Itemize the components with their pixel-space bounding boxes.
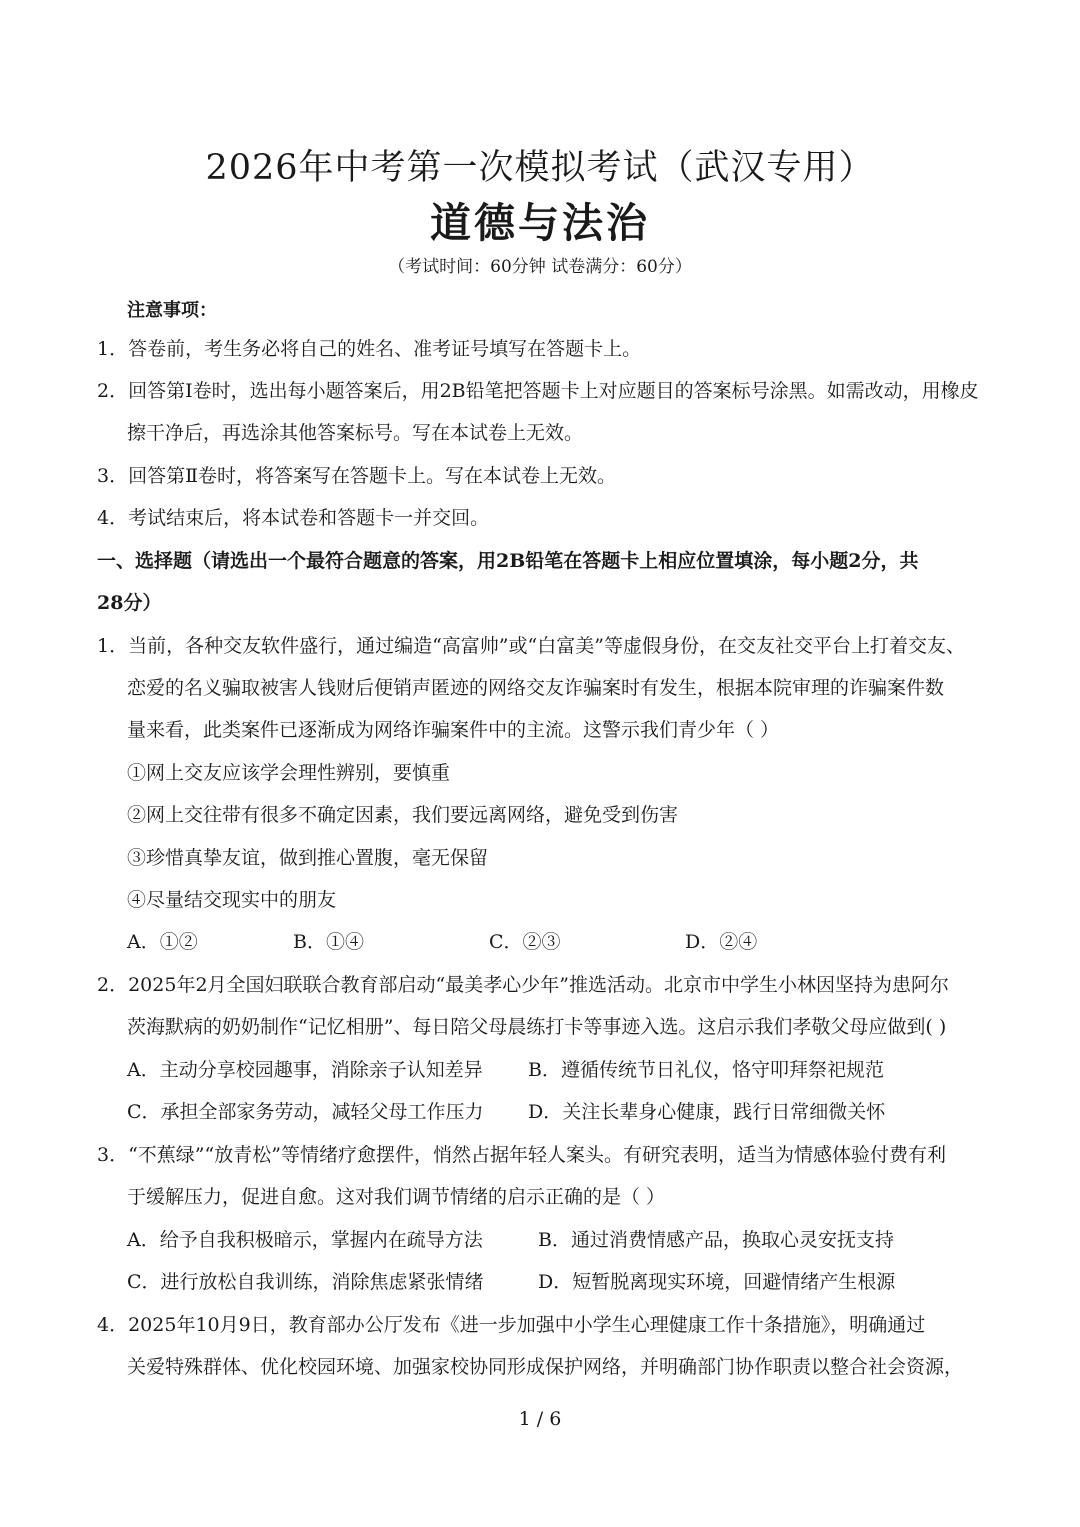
statement: ②网上交往带有很多不确定因素，我们要远离网络，避免受到伤害 — [127, 804, 679, 826]
question-text: 恋爱的名义骗取被害人钱财后便销声匿迹的网络交友诈骗案时有发生，根据本院审理的诈骗案件数 — [127, 677, 945, 699]
question-text: 量来看，此类案件已逐渐成为网络诈骗案件中的主流。这警示我们青少年（ ） — [127, 719, 780, 741]
question-text: 2．2025年2月全国妇联联合教育部启动“最美孝心少年”推选活动。北京市中学生小林因坚持为患阿尔 — [97, 974, 949, 996]
question-text: 1．当前，各种交友软件盛行，通过编造“高富帅”或“白富美”等虚假身份，在交友社交平台上打着交友、 — [97, 635, 965, 657]
notice-item: 4．考试结束后，将本试卷和答题卡一并交回。 — [97, 507, 490, 529]
section-heading: 28分） — [97, 592, 162, 614]
statement: ③珍惜真挚友谊，做到推心置腹，毫无保留 — [127, 847, 489, 869]
option-c: C．承担全部家务劳动，减轻父母工作压力 — [127, 1101, 484, 1123]
notice-item: 3．回答第Ⅱ卷时，将答案写在答题卡上。写在本试卷上无效。 — [97, 465, 617, 487]
option-d: D．关注长辈身心健康，践行日常细微关怀 — [528, 1101, 886, 1123]
option-a: A．给予自我积极暗示，掌握内在疏导方法 — [127, 1229, 483, 1251]
notice-item: 擦干净后，再选涂其他答案标号。写在本试卷上无效。 — [127, 422, 584, 444]
subject-title: 道德与法治 — [430, 199, 650, 247]
notice-item: 2．回答第Ⅰ卷时，选出每小题答案后，用2B铅笔把答题卡上对应题目的答案标号涂黑。如需改动，用橡皮 — [97, 380, 979, 402]
option-d: D．短暂脱离现实环境，回避情绪产生根源 — [538, 1271, 896, 1293]
question-text: 3．“不蕉绿”“放青松”等情绪疗愈摆件，悄然占据年轻人案头。有研究表明，适当为情感体验付费有利 — [97, 1144, 946, 1166]
section-heading: 一、选择题（请选出一个最符合题意的答案，用2B铅笔在答题卡上相应位置填涂，每小题2分，共 — [97, 550, 919, 572]
notice-heading: 注意事项： — [127, 300, 217, 321]
option-b: B．遵循传统节日礼仪，恪守叩拜祭祀规范 — [528, 1059, 884, 1081]
option-d: D．②④ — [685, 931, 758, 953]
statement: ④尽量结交现实中的朋友 — [127, 889, 337, 911]
option-b: B．①④ — [293, 931, 364, 953]
option-a: A．①② — [127, 931, 198, 953]
question-text: 关爱特殊群体、优化校园环境、加强家校协同形成保护网络，并明确部门协作职责以整合社会资源， — [127, 1356, 964, 1378]
page-number: 1 / 6 — [518, 1408, 562, 1430]
exam-info: （考试时间：60分钟 试卷满分：60分） — [388, 257, 692, 277]
exam-title: 2026年中考第一次模拟考试（武汉专用） — [205, 148, 875, 188]
option-b: B．通过消费情感产品，换取心灵安抚支持 — [538, 1229, 894, 1251]
option-c: C．②③ — [489, 931, 561, 953]
question-text: 于缓解压力，促进自愈。这对我们调节情绪的启示正确的是（ ） — [127, 1186, 666, 1208]
option-c: C．进行放松自我训练，消除焦虑紧张情绪 — [127, 1271, 484, 1293]
statement: ①网上交友应该学会理性辨别，要慎重 — [127, 762, 451, 784]
option-a: A．主动分享校园趣事，消除亲子认知差异 — [127, 1059, 483, 1081]
question-text: 4．2025年10月9日，教育部办公厅发布《进一步加强中小学生心理健康工作十条措施》，明确通过 — [97, 1314, 926, 1336]
notice-item: 1．答卷前，考生务必将自己的姓名、准考证号填写在答题卡上。 — [97, 338, 642, 360]
question-text: 茨海默病的奶奶制作“记忆相册”、每日陪父母晨练打卡等事迹入选。这启示我们孝敬父母应做到( ) — [127, 1016, 947, 1038]
